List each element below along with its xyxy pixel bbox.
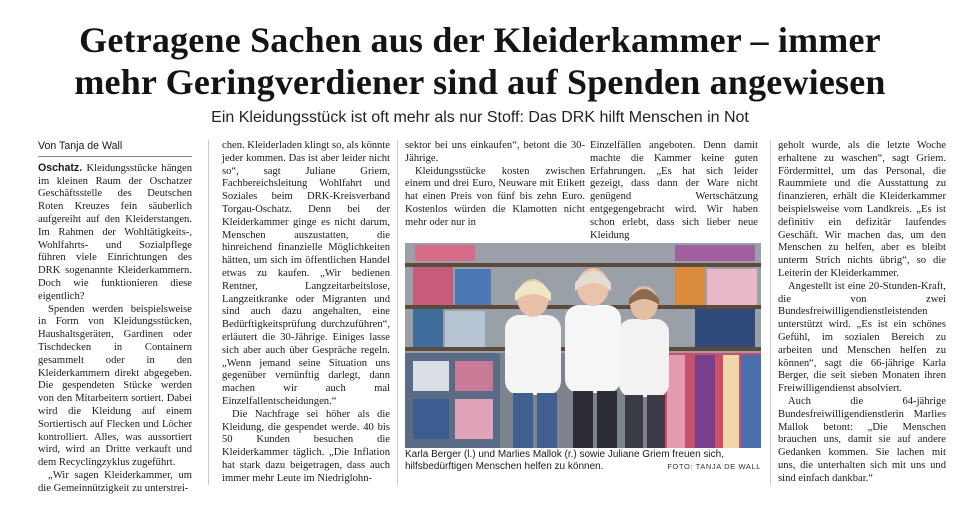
column-divider [397,140,398,485]
paragraph: geholt wurde, als die letzte Woche erhaltene zu waschen“, sagt Griem. Fördermittel, um das Personal, die Raummiete und die Ausstattung zu finanzieren, erhält die Kleiderkammer beispielsweise vom Landkreis. „Es ist definitiv ein defizitär laufendes Geschäft. Wir machen das, um den Menschen zu helfen, aber es bleibt unterm Strich nichts übrig“, so die Leiterin der Kleiderkammer. [778,140,946,279]
paragraph: Kleidungsstücke kosten zwischen einem und drei Euro, Neuware mit Etikett hat einen Preis von fünf bis zehn Euro. Kostenlos würden die Klamotten nicht mehr oder nur in [405,165,585,228]
paragraph: sektor bei uns einkaufen“, betont die 30-Jährige. [405,140,585,164]
paragraph: Die Nachfrage sei höher als die Kleidung, die gespendet werde. 40 bis 50 Kunden besuchen die Kleiderkammer täglich. „Die Inflation hat stark dazu beigetragen, dass auch immer mehr Leute im Niedriglohn- [222,408,390,484]
article-column-3 [405,140,585,230]
paragraph: Spenden werden beispielsweise in Form von Kleidungsstücken, Haushaltsgeräten, Gardinen oder Tischdecken in Containern gesammelt oder in den Kleiderkammern direkt abgegeben. Die gespendeten Stücke werden von den Mitarbeitern sortiert. Dabei wird die Kleidung auf einem Sortiertisch auf Flecken und Löcher kontrolliert. Alles, was aussortiert wird, wird an Dritte verkauft und dem Recyclingzyklus zugeführt. [38,303,192,469]
photo-illustration [405,243,761,448]
subheadline: Ein Kleidungsstück ist oft mehr als nur Stoff: Das DRK hilft Menschen in Not [211,109,749,126]
dateline-place: Oschatz. [38,161,83,174]
article-photo [405,243,761,448]
headline-line-1: Getragene Sachen aus der Kleiderkammer – immer [79,20,881,60]
byline: Von Tanja de Wall [38,140,192,157]
photo-caption: Karla Berger (l.) und Marlies Mallok (r.) sowie Juliane Griem freuen sich, hilfsbedürftigen Menschen helfen zu können. [405,449,724,472]
paragraph: Einzelfällen angeboten. Denn damit machte die Kammer keine guten Erfahrungen. „Es hat sich leider gezeigt, dass dann der Ware nicht genügend Wertschätzung entgegengebracht wird. Wir haben schon erlebt, dass sich lieber neue Kleidung [590,140,758,241]
column-divider [770,140,771,485]
paragraph-text: Kleidungsstücke hängen im kleinen Raum der Oschatzer Geschäftsstelle des Deutschen Roten Kreuzes fein säuberlich aufgereiht auf den Kleiderstangen. Im Rahmen der Wohltätigkeits-, Wohlfahrts- und Sozialpflege führen viele Einrichtungen des DRK sogenannte Kleiderkammern. Doch wie funktionieren diese eigentlich? [38,162,192,302]
article-column-4 [590,140,758,242]
paragraph: Auch die 64-jährige Bundesfreiwilligendienstlerin Marlies Mallok betont: „Die Menschen brauchen uns, damit sie auf andere Gedanken kommen. Sie lachen mit uns, die unterhalten sich mit uns und sind einfach dankbar.“ [778,395,946,484]
article-column-2 [222,140,390,486]
paragraph: Angestellt ist eine 20-Stunden-Kraft, die von zwei Bundesfreiwilligendienstleistenden unterstützt wird. „Es ist ein schönes Gefühl, im sozialen Bereich zu arbeiten und Menschen helfen zu können“, sagt die 66-jährige Karla Berger, die seit sieben Monaten ihren Freiwilligendienst absolviert. [778,280,946,395]
photo-credit: FOTO: TANJA DE WALL [667,462,761,471]
headline-line-2: mehr Geringverdiener sind auf Spenden angewiesen [74,62,886,102]
paragraph: chen. Kleiderladen klingt so, als könnte jeder kommen. Das ist aber leider nicht so“, sagt Juliane Griem, Fachbereichsleitung Wohlfahrt und Soziales beim DRK-Kreisverband Torgau-Oschatz. Denn bei der Kleiderkammer ginge es nicht darum, Menschen auszustatten, die hinreichend finanzielle Möglichkeiten hätten, um sich im öffentlichen Handel etwas zu kaufen. „Wir bedienen Rentner, Langzeitarbeitslose, Langzeitkranke oder Migranten und sind auch dazu angehalten, eine Bedürftigkeitsprüfung durchzuführen“, erläutert die 30-Jährige. Einiges lasse sich aber auch über Gespräche regeln. „Wenn jemand seine Situation uns gegenüber vernünftig darlegt, dann machen wir auch mal Einzelfallentscheidungen.“ [222,140,390,407]
article-column-5 [778,140,946,486]
article-column-1 [38,140,192,496]
column-divider [208,140,209,485]
photo-caption-block [405,449,761,473]
paragraph [38,162,192,304]
paragraph: „Wir sagen Kleiderkammer, um die Gemeinnützigkeit zu unterstrei- [38,469,192,494]
